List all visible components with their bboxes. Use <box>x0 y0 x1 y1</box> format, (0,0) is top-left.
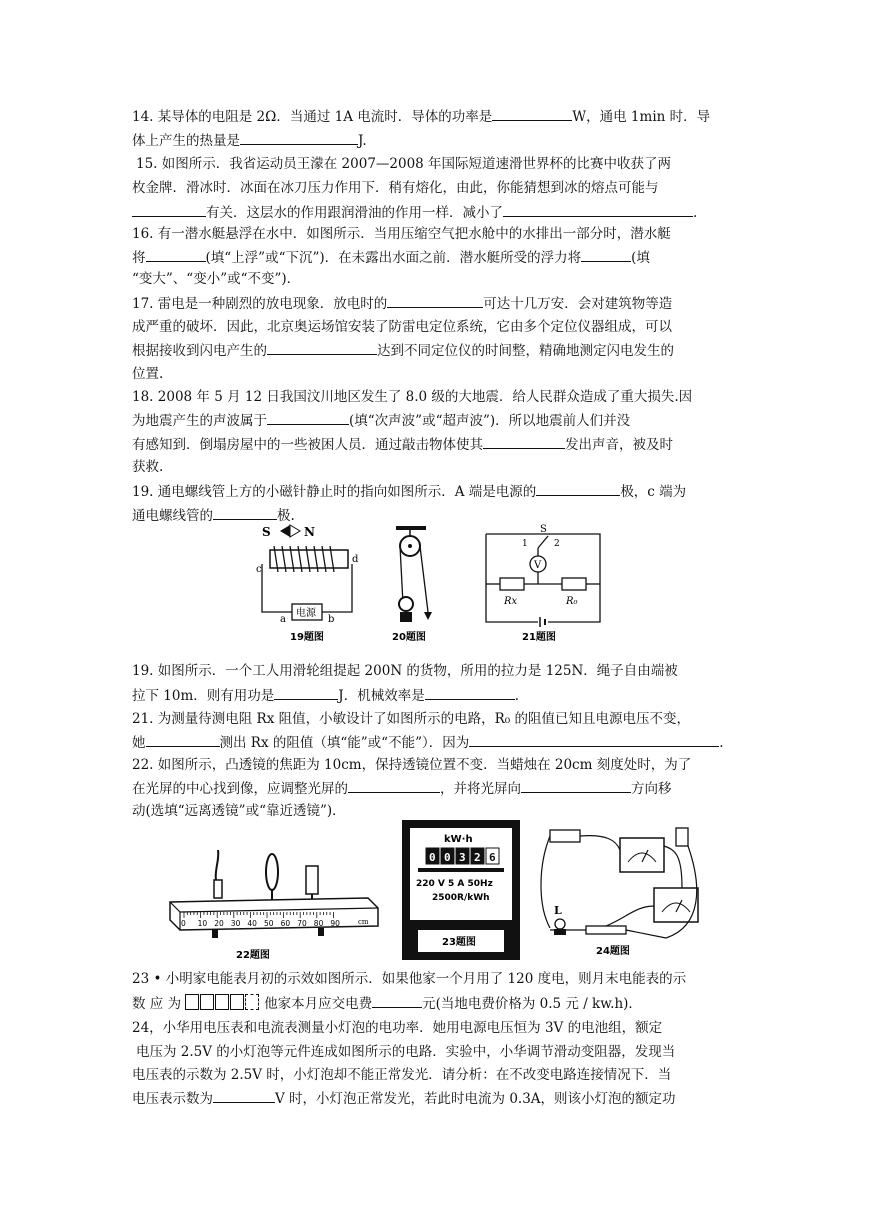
meter-digit: 2 <box>474 851 481 864</box>
question-21-line-2: 她 测出 Rx 的阻值（填“能”或“不能”）．因为 . <box>132 732 724 753</box>
ruler-label: 30 <box>230 919 241 928</box>
question-15-line-3: 有关．这层水的作用跟润滑油的作用一样．减小了 . <box>132 202 697 223</box>
question-17-line-2: 成严重的破坏．因此，北京奥运场馆安装了防雷电定位系统，它由多个定位仪器组成，可以 <box>132 319 672 335</box>
figure-20-pulley <box>388 522 438 646</box>
question-23-line-1: 23 • 小明家电能表月初的示效如图所示．如果他家一个月用了 120 度电，则月末电能表的示 <box>132 971 687 987</box>
ruler-label: 60 <box>280 919 291 928</box>
label-v: V <box>534 560 542 571</box>
label-source: 电源 <box>296 608 316 619</box>
label-a: a <box>280 614 286 625</box>
question-24-line-2: 电压为 2.5V 的小灯泡等元件连成如图所示的电路．实验中，小华调节滑动变阻器，发现当 <box>136 1044 676 1060</box>
figure-caption: 23题图 <box>442 937 476 948</box>
question-19b-line-1: 19. 如图所示．一个工人用滑轮组提起 200N 的货物，所用的拉力是 125N．绳子自由端被 <box>132 663 678 679</box>
ruler-label: 80 <box>313 919 324 928</box>
question-24-line-1: 24，小华用电压表和电流表测量小灯泡的电功率．她用电源电压恒为 3V 的电池组，额定 <box>132 1020 663 1036</box>
ruler-label: 20 <box>214 919 224 928</box>
answer-blank[interactable] <box>213 1088 275 1103</box>
answer-blank[interactable] <box>425 685 515 700</box>
ruler-label: 10 <box>197 919 208 928</box>
meter-reading-boxes[interactable] <box>185 994 260 1016</box>
meter-digit: 0 <box>429 851 436 864</box>
answer-blank[interactable] <box>521 778 631 793</box>
question-18-line-3: 有感知到．倒塌房屋中的一些被困人员．通过敲击物体使其 发出声音，被及时 <box>132 434 673 455</box>
answer-blank[interactable] <box>492 106 572 121</box>
question-19b-line-2: 拉下 10m．则有用功是 J．机械效率是 . <box>132 685 519 706</box>
meter-digit: 3 <box>459 851 466 864</box>
ruler-label: 0 <box>181 919 186 928</box>
answer-blank[interactable] <box>469 732 719 747</box>
figure-caption: 22题图 <box>236 950 270 961</box>
figure-23-energy-meter <box>400 818 524 964</box>
question-15-line-1: 15. 如图所示．我省运动员王濛在 2007—2008 年国际短道速滑世界杯的比赛中收获了两 <box>136 156 672 172</box>
meter-digit: 6 <box>489 851 496 864</box>
answer-blank[interactable] <box>503 202 693 217</box>
answer-blank[interactable] <box>240 130 358 145</box>
answer-blank[interactable] <box>274 685 338 700</box>
question-16-line-2: 将 (填“上浮”或“下沉”)．在未露出水面之前．潜水艇所受的浮力将 (填 <box>132 247 650 268</box>
meter-digit: 0 <box>444 851 451 864</box>
figure-24-experiment-circuit <box>536 826 706 960</box>
label-s: S <box>262 525 271 539</box>
answer-blank[interactable] <box>372 993 422 1008</box>
question-24-line-4: 电压表示数为 V 时，小灯泡正常发光，若此时电流为 0.3A，则该小灯泡的额定功 <box>132 1088 676 1109</box>
figure-caption: 21题图 <box>522 632 556 643</box>
question-19a-line-1: 19. 通电螺线管上方的小磁针静止时的指向如图所示．A 端是电源的 极，c 端为 <box>132 481 686 502</box>
question-18-line-2: 为地震产生的声波属于 (填“次声波”或“超声波”)．所以地震前人们并没 <box>132 410 630 431</box>
label-c: c <box>256 564 262 575</box>
answer-blank[interactable] <box>581 247 631 262</box>
ruler-label: 90 <box>330 919 340 928</box>
answer-blank[interactable] <box>267 340 377 355</box>
figure-19-solenoid <box>252 522 362 646</box>
meter-unit: kW·h <box>444 834 473 845</box>
question-17-line-1: 17. 雷电是一种剧烈的放电现象．放电时的 可达十几万安．会对建筑物等造 <box>132 293 672 314</box>
label-1: 1 <box>522 539 528 549</box>
question-16-line-3: “变大”、“变小”或“不变”)． <box>132 271 301 287</box>
answer-blank[interactable] <box>483 434 565 449</box>
question-22-line-1: 22. 如图所示，凸透镜的焦距为 10cm，保持透镜位置不变．当蜡烛在 20cm 刻度处时，为了 <box>132 757 692 773</box>
figure-caption: 19题图 <box>290 632 324 643</box>
question-21-line-1: 21. 为测量待测电阻 Rx 阻值，小敏设计了如图所示的电路，R₀ 的阻值已知且电源电压不变， <box>132 711 690 727</box>
figure-caption: 20题图 <box>392 632 426 643</box>
answer-blank[interactable] <box>132 202 206 217</box>
ruler-unit: cm <box>358 918 369 926</box>
question-16-line-1: 16. 有一潜水艇悬浮在水中．如图所示．当用压缩空气把水舱中的水排出一部分时，潜水艇 <box>132 226 671 242</box>
answer-blank[interactable] <box>146 247 206 262</box>
question-14-line-1: 14. 某导体的电阻是 2Ω．当通过 1A 电流时．导体的功率是 W，通电 1min 时．导 <box>132 106 710 127</box>
ruler-label: 50 <box>264 919 274 928</box>
question-14-line-2: 体上产生的热量是 J. <box>132 130 367 151</box>
answer-blank[interactable] <box>348 778 440 793</box>
label-b: b <box>328 614 335 625</box>
question-24-line-3: 电压表的示数为 2.5V 时，小灯泡却不能正常发光．请分析：在不改变电路连接情况下．当 <box>132 1067 672 1083</box>
answer-blank[interactable] <box>213 505 277 520</box>
label-s: S <box>540 524 547 535</box>
answer-blank[interactable] <box>387 293 483 308</box>
answer-blank[interactable] <box>146 732 220 747</box>
question-15-line-2: 枚金牌．滑冰时．冰面在冰刀压力作用下．稍有熔化，由此，你能猜想到冰的熔点可能与 <box>132 180 659 196</box>
answer-blank[interactable] <box>536 481 620 496</box>
question-18-line-1: 18. 2008 年 5 月 12 日我国汶川地区发生了 8.0 级的大地震．给人民群众造成了重大损失.因 <box>132 389 693 405</box>
figure-caption: 24题图 <box>596 946 630 957</box>
ruler-label: 70 <box>297 919 307 928</box>
question-22-line-2: 在光屏的中心找到像，应调整光屏的 ，并将光屏向 方向移 <box>132 778 672 799</box>
question-17-line-3: 根据接收到闪电产生的 达到不同定位仪的时间整，精确地测定闪电发生的 <box>132 340 674 361</box>
answer-blank[interactable] <box>267 410 349 425</box>
figure-21-circuit <box>478 522 608 646</box>
meter-spec-1: 220 V 5 A 50Hz <box>416 879 493 889</box>
question-17-line-4: 位置. <box>132 366 164 382</box>
label-2: 2 <box>554 539 560 549</box>
question-18-line-4: 获救. <box>132 459 164 475</box>
label-rx: Rx <box>504 596 518 607</box>
question-23-line-2: 数 应 为 他家本月应交电费 元(当地电费价格为 0.5 元 / kw.h)． <box>132 993 642 1016</box>
question-22-line-3: 动(选填“远离透镜”或“靠近透镜”)． <box>132 803 346 819</box>
question-19a-line-2: 通电螺线管的 极. <box>132 505 295 526</box>
label-n: N <box>304 525 315 539</box>
ruler-label: 40 <box>247 919 257 928</box>
figure-22-optical-bench <box>168 832 382 964</box>
label-d: d <box>352 554 359 565</box>
label-lamp: L <box>554 904 562 917</box>
label-r0: R₀ <box>566 596 578 607</box>
meter-spec-2: 2500R/kWh <box>432 893 490 903</box>
